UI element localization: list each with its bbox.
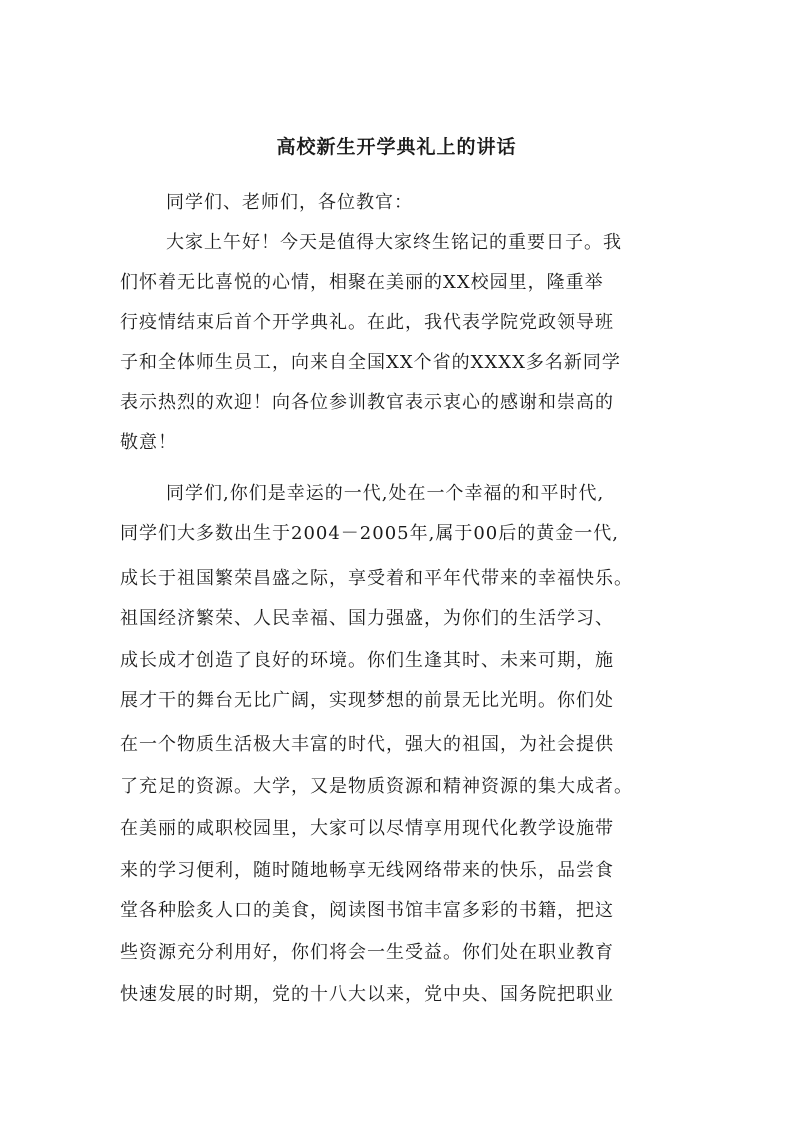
text-line: 在一个物质生活极大丰富的时代，强大的祖国，为社会提供: [120, 734, 614, 755]
document-title: 高校新生开学典礼上的讲话: [276, 136, 517, 158]
text-line: 大家上午好！今天是值得大家终生铭记的重要日子。我: [166, 232, 622, 253]
text-line: 快速发展的时期，党的十八大以来，党中央、国务院把职业: [120, 984, 614, 1005]
text-line: 们怀着无比喜悦的心情，相聚在美丽的XX校园里，隆重举: [120, 272, 604, 293]
text-line: 子和全体师生员工，向来自全国XX个省的XXXX多名新同学: [120, 352, 621, 373]
text-line: 在美丽的咸职校园里，大家可以尽情享用现代化教学设施带: [120, 818, 614, 839]
text-line: 表示热烈的欢迎！向各位参训教官表示衷心的感谢和崇高的: [120, 392, 614, 413]
text-line: 展才干的舞台无比广阔，实现梦想的前景无比光明。你们处: [120, 690, 614, 711]
text-line: 同学们,你们是幸运的一代,处在一个幸福的和平时代,: [166, 483, 605, 504]
text-line: 了充足的资源。大学，又是物质资源和精神资源的集大成者。: [120, 776, 633, 797]
text-line: 些资源充分利用好，你们将会一生受益。你们处在职业教育: [120, 942, 614, 963]
text-line: 同学们、老师们，各位教官：: [166, 192, 413, 213]
text-line: 同学们大多数出生于2004－2005年,属于00后的黄金一代,: [120, 523, 619, 544]
text-line: 来的学习便利，随时随地畅享无线网络带来的快乐，品尝食: [120, 860, 614, 881]
text-line: 成长于祖国繁荣昌盛之际，享受着和平年代带来的幸福快乐。: [120, 568, 633, 589]
text-line: 敬意！: [120, 432, 177, 453]
text-line: 堂各种脍炙人口的美食，阅读图书馆丰富多彩的书籍，把这: [120, 900, 614, 921]
text-line: 行疫情结束后首个开学典礼。在此，我代表学院党政领导班: [120, 312, 614, 333]
text-line: 祖国经济繁荣、人民幸福、国力强盛，为你们的生活学习、: [120, 608, 614, 629]
text-line: 成长成才创造了良好的环境。你们生逢其时、未来可期，施: [120, 650, 614, 671]
